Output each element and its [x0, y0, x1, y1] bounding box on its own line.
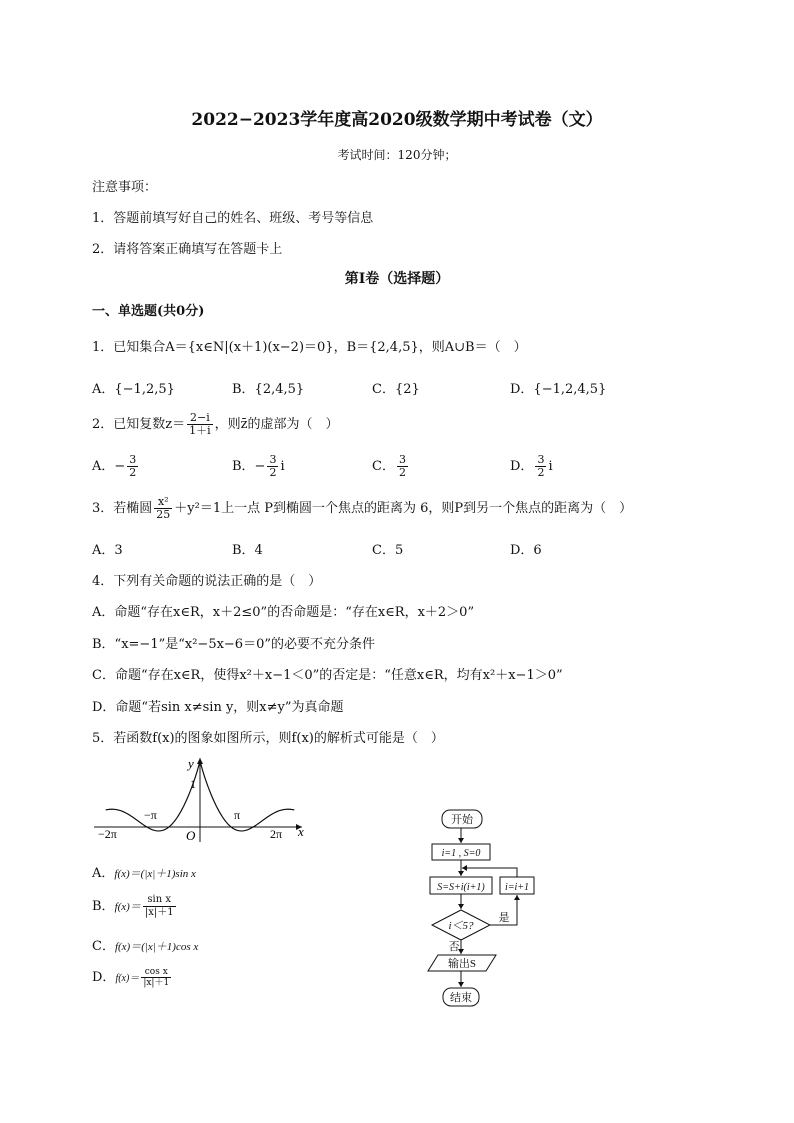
question-3-stem: [92, 496, 632, 521]
yes-label: 是: [498, 912, 510, 924]
flowchart: [420, 805, 540, 1010]
option-fraction: [143, 894, 176, 919]
question-3-option-d: D．6: [510, 543, 542, 558]
fraction-numerator: x²: [154, 496, 172, 509]
fraction-numerator: 3: [269, 453, 277, 466]
y-axis-label: y: [188, 756, 194, 771]
question-2-suffix: ，则z̄的虚部为（ ）: [214, 417, 339, 432]
notice-item-1: 1．答题前填写好自己的姓名、班级、考号等信息: [92, 211, 374, 226]
fraction-numerator: sin x: [143, 894, 176, 907]
question-3-fraction: [154, 496, 172, 521]
fraction-numerator: cos x: [141, 967, 171, 978]
question-4-option-a: A．命题“存在x∈R，x＋2≤0”的否命题是：“存在x∈R，x＋2＞0”: [92, 605, 475, 620]
question-1-option-c: C．{2}: [372, 382, 420, 397]
start-label: 开始: [451, 814, 473, 826]
end-label: 结束: [450, 992, 472, 1004]
question-4-stem: 4．下列有关命题的说法正确的是（ ）: [92, 574, 322, 589]
question-2-stem: [92, 412, 339, 437]
option-lhs: f(x)＝: [115, 973, 140, 984]
no-label: 否: [448, 941, 460, 953]
fraction-numerator: 3: [537, 453, 545, 466]
option-fraction: [267, 454, 278, 479]
condition-label: i＜5?: [448, 920, 474, 932]
output-label: 输出S: [447, 958, 477, 970]
fraction-numerator: 3: [129, 453, 137, 466]
option-fraction: [127, 454, 138, 479]
fraction-denominator: 25: [156, 508, 171, 521]
option-lhs: f(x)＝: [114, 901, 141, 913]
question-5-option-b: [92, 894, 178, 919]
option-fraction: [397, 454, 408, 479]
neg-pi-label: −π: [144, 808, 157, 822]
option-label: D．: [92, 970, 116, 985]
fraction-denominator: 2: [269, 466, 277, 479]
question-1-option-a: A．{−1,2,5}: [92, 382, 175, 397]
y-tick-one: 1: [190, 777, 196, 791]
option-label: B．−: [232, 459, 266, 474]
function-graph: [92, 752, 312, 844]
question-1-stem: 1．已知集合A＝{x∈N|(x＋1)(x−2)＝0}，B＝{2,4,5}，则A∪B＝（ ）: [92, 340, 527, 355]
question-2-option-b: [232, 454, 285, 479]
option-fraction: [535, 454, 546, 479]
option-tail: i: [548, 459, 553, 474]
question-5-option-a: [92, 862, 196, 881]
question-3-option-a: A．3: [92, 543, 123, 558]
neg-two-pi-label: −2π: [98, 827, 117, 841]
init-label: i=1 , S=0: [441, 848, 481, 859]
option-label: B．: [92, 899, 115, 914]
option-label: D．: [510, 459, 534, 474]
question-2-prefix: 2．已知复数z＝: [92, 417, 186, 432]
part-title: 一、单选题(共0分): [92, 304, 205, 319]
page-title: 2022−2023学年度高2020级数学期中考试卷（文）: [191, 110, 603, 130]
question-1-option-b: B．{2,4,5}: [232, 382, 305, 397]
question-2-option-d: [510, 454, 553, 479]
question-4-option-c: C．命题“存在x∈R，使得x²＋x−1＜0”的否定是：“任意x∈R，均有x²＋x−1＞0”: [92, 668, 563, 683]
question-4-option-b: B．“x=−1”是“x²−5x−6＝0”的必要不充分条件: [92, 637, 375, 652]
fraction-denominator: 1＋i: [189, 424, 211, 437]
update-s-label: S=S+i(i+1): [437, 882, 485, 893]
option-label: A．−: [92, 459, 126, 474]
fraction-denominator: |x|＋1: [144, 907, 174, 918]
question-2-option-c: [372, 454, 410, 479]
loop-back-arrow: [462, 868, 517, 877]
origin-label: O: [186, 828, 196, 843]
question-3-option-b: B．4: [232, 543, 263, 558]
option-expression: f(x)＝(|x|＋1)sin x: [114, 868, 196, 880]
fraction-denominator: 2: [537, 466, 545, 479]
option-fraction: [141, 967, 171, 988]
fraction-denominator: 2: [398, 466, 406, 479]
question-1-option-d: D．{−1,2,4,5}: [510, 382, 607, 397]
two-pi-label: 2π: [270, 827, 283, 841]
question-2-option-a: [92, 454, 140, 479]
fraction-numerator: 3: [398, 453, 406, 466]
update-i-label: i=i+1: [504, 882, 530, 893]
question-4-option-d: D．命题“若sin x≠sin y，则x≠y”为真命题: [92, 700, 344, 715]
question-5-option-c: [92, 935, 198, 954]
exam-time: 考试时间：120分钟；: [337, 148, 457, 162]
option-tail: i: [280, 459, 285, 474]
notice-item-2: 2．请将答案正确填写在答题卡上: [92, 242, 283, 257]
option-label: A．: [92, 866, 115, 881]
option-label: C．: [372, 459, 395, 474]
question-2-fraction: [187, 412, 213, 437]
section-title: 第I卷（选择题）: [344, 271, 450, 287]
x-axis-label: x: [298, 824, 304, 839]
fraction-denominator: |x|＋1: [143, 978, 170, 988]
question-5-option-d: [92, 966, 173, 988]
option-expression: f(x)＝(|x|＋1)cos x: [114, 941, 199, 953]
fraction-numerator: 2−i: [187, 412, 213, 425]
question-3-suffix: ＋y²＝1上一点 P到椭圆一个焦点的距离为 6，则P到另一个焦点的距离为（ ）: [174, 501, 633, 516]
question-3-prefix: 3．若椭圆: [92, 501, 153, 516]
question-5-stem: 5．若函数f(x)的图象如图所示，则f(x)的解析式可能是（ ）: [92, 731, 444, 746]
option-label: C．: [92, 939, 115, 954]
notice-heading: 注意事项：: [92, 180, 158, 195]
fraction-denominator: 2: [129, 466, 137, 479]
pi-label: π: [234, 808, 241, 822]
question-3-option-c: C．5: [372, 543, 404, 558]
